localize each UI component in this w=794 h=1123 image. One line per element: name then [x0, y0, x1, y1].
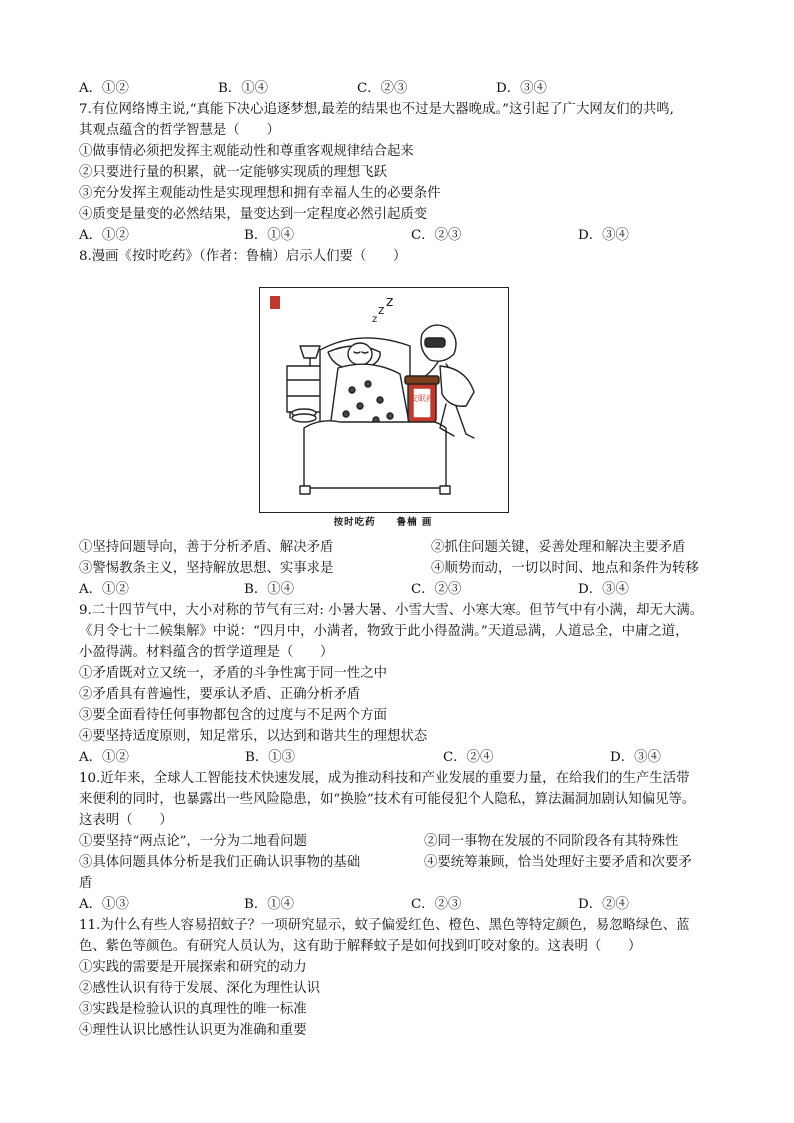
option-b: B．①④ [244, 228, 295, 243]
option-d: D．③④ [610, 750, 661, 765]
q6-options [79, 79, 719, 99]
option-d: D．③④ [578, 228, 629, 243]
q11-item-3: ③实践是检验认识的真理性的唯一标准 [79, 1002, 307, 1017]
q9-item-4: ④要坚持适度原则，知足常乐，以达到和谐共生的理想状态 [79, 729, 428, 744]
q10-stem-line1: 10.近年来，全球人工智能技术快速发展，成为推动科技和产业发展的重要力量，在给我们的生产生活带 [79, 771, 690, 786]
option-d: D．③④ [496, 81, 547, 96]
q10-items-row2 [79, 853, 719, 873]
q8-item-1: ①坚持问题导向，善于分析矛盾、解决矛盾 [79, 540, 334, 555]
svg-text:z: z [386, 294, 394, 310]
q10-options [79, 895, 719, 915]
q7-item-1: ①做事情必须把发挥主观能动性和尊重客观规律结合起来 [79, 144, 414, 159]
svg-text:z: z [378, 303, 385, 317]
q8-item-3: ③警惕教条主义，坚持解放思想、实事求是 [79, 561, 334, 576]
option-b: B．①④ [218, 81, 269, 96]
q10-item-1: ①要坚持“两点论”，一分为二地看问题 [79, 834, 307, 849]
option-c: C．②③ [411, 897, 462, 912]
q7-stem-line2: 其观点蕴含的哲学智慧是（ ） [79, 123, 280, 138]
bottle-label: 安眠药 [410, 394, 434, 403]
q9-stem-line2: 《月令七十二候集解》中说：“四月中，小满者，物致于此小得盈满。”天道忌满，人道忌全，中庸之道， [79, 624, 689, 639]
q10-item-4: ④要统筹兼顾，恰当处理好主要矛盾和次要矛 [424, 855, 692, 870]
q10-item-3: ③具体问题具体分析是我们正确认识事物的基础 [79, 855, 361, 870]
q9-stem-line3: 小盈得满。材料蕴含的哲学道理是（ ） [79, 645, 334, 660]
option-c: C．②③ [411, 228, 462, 243]
q7-item-4: ④质变是量变的必然结果，量变达到一定程度必然引起质变 [79, 207, 428, 222]
q8-item-2: ②抓住问题关键，妥善处理和解决主要矛盾 [431, 540, 686, 555]
q8-options [79, 580, 719, 600]
q10-item-4-continued: 盾 [79, 876, 93, 891]
q7-options [79, 226, 719, 246]
q10-stem-line2: 来便利的同时，也暴露出一些风险隐患，如“换脸”技术有可能侵犯个人隐私，算法漏洞加剧认知偏见等。 [79, 792, 696, 807]
q9-item-2: ②矛盾具有普遍性，要承认矛盾、正确分析矛盾 [79, 687, 361, 702]
q11-item-1: ①实践的需要是开展探索和研究的动力 [79, 960, 307, 975]
option-a: A．①③ [79, 897, 129, 912]
q11-stem-line1: 11.为什么有些人容易招蚊子？一项研究显示，蚊子偏爱红色、橙色、黑色等特定颜色，易忽略绿色、蓝 [79, 918, 690, 933]
q8-items-row2 [79, 559, 719, 579]
q9-item-1: ①矛盾既对立又统一，矛盾的斗争性寓于同一性之中 [79, 666, 387, 681]
option-c: C．②③ [357, 81, 408, 96]
cartoon-drawing [260, 288, 508, 512]
option-d: D．②④ [578, 897, 629, 912]
option-c: C．②④ [443, 750, 494, 765]
option-d: D．③④ [578, 582, 629, 597]
option-a: A．①② [79, 582, 129, 597]
q9-options [79, 748, 719, 768]
option-b: B．①④ [244, 897, 295, 912]
q9-item-3: ③要全面看待任何事物都包含的过度与不足两个方面 [79, 708, 387, 723]
option-b: B．①④ [244, 582, 295, 597]
svg-text:z: z [372, 314, 378, 325]
q10-item-2: ②同一事物在发展的不同阶段各有其特殊性 [424, 834, 679, 849]
q7-item-2: ②只要进行量的积累，就一定能够实现质的理想飞跃 [79, 165, 387, 180]
q8-item-4: ④顺势而动，一切以时间、地点和条件为转移 [431, 561, 699, 576]
cartoon-illustration [259, 287, 509, 513]
q11-item-2: ②感性认识有待于发展、深化为理性认识 [79, 981, 321, 996]
option-b: B．①③ [245, 750, 296, 765]
option-c: C．②③ [411, 582, 462, 597]
q10-stem-line3: 这表明（ ） [79, 813, 173, 828]
q9-stem-line1: 9.二十四节气中，大小对称的节气有三对: 小暑大暑、小雪大雪、小寒大寒。但节气中有小满，却无大满。 [79, 603, 704, 618]
q8-items-row1 [79, 538, 719, 558]
q10-items-row1 [79, 832, 719, 852]
q7-item-3: ③充分发挥主观能动性是实现理想和拥有幸福人生的必要条件 [79, 186, 441, 201]
option-a: A．①② [79, 228, 129, 243]
q11-stem-line2: 色、紫色等颜色。有研究人员认为，这有助于解释蚊子是如何找到叮咬对象的。这表明（ ） [79, 939, 642, 954]
q8-stem: 8.漫画《按时吃药》（作者：鲁楠）启示人们要（ ） [79, 249, 407, 264]
q7-stem-line1: 7.有位网络博主说,“真能下决心追逐梦想,最差的结果也不过是大器晚成。”这引起了广大网友们的共鸣, [79, 102, 674, 117]
figure-caption: 按时吃药 鲁楠 画 [333, 517, 433, 528]
option-a: A．①② [79, 750, 129, 765]
q11-item-4: ④理性认识比感性认识更为准确和重要 [79, 1023, 307, 1038]
option-a: A．①② [79, 81, 129, 96]
